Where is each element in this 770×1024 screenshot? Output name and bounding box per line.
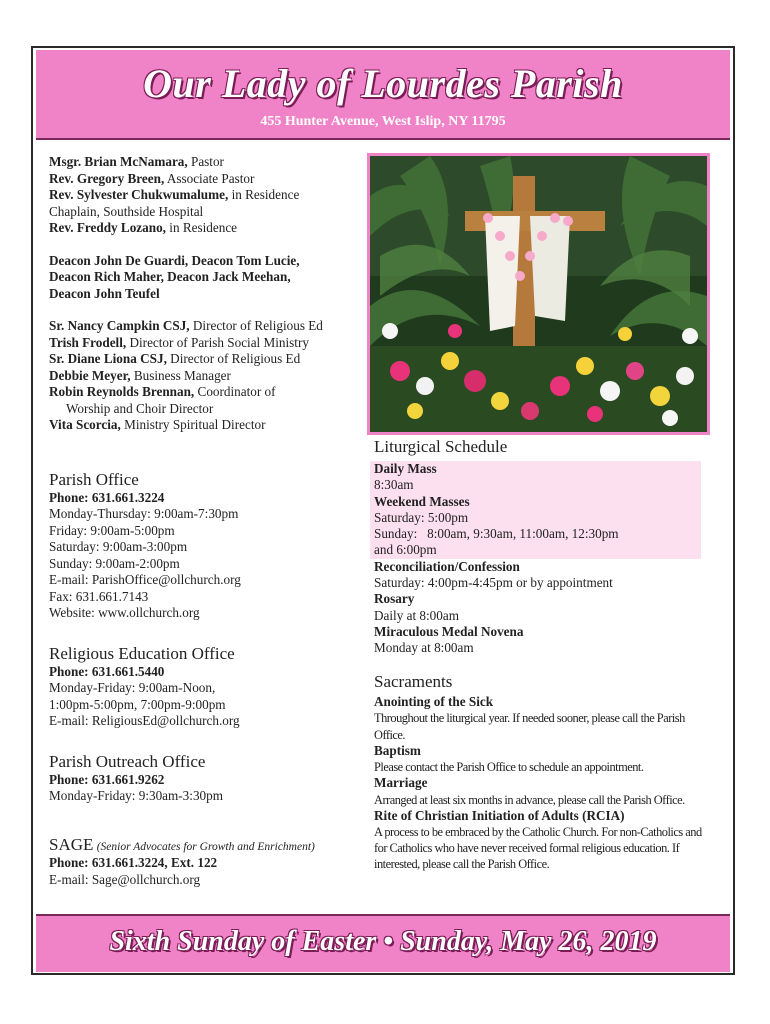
parish-office-phone: Phone: 631.661.3224 [49,489,165,505]
clergy-line: Chaplain, Southside Hospital [49,203,204,219]
sage-email: E-mail: Sage@ollchurch.org [49,871,201,887]
religious-ed-line: 1:00pm-5:00pm, 7:00pm-9:00pm [49,696,226,712]
religious-ed-email: E-mail: ReligiousEd@ollchurch.org [49,713,240,728]
staff-line: Vita Scorcia, Ministry Spiritual Director [49,417,266,432]
religious-ed-line: Monday-Friday: 9:00am-Noon, [49,680,216,695]
sacrament-heading: Baptism [374,742,421,758]
parish-office-section [49,470,369,622]
footer-banner [36,914,730,972]
religious-ed-title: Religious Education Office [49,643,235,663]
sage-heading [49,834,369,856]
deacon-line: Deacon John De Guardi, Deacon Tom Lucie, [49,252,300,268]
sage-subtitle: (Senior Advocates for Growth and Enrichment) [96,840,315,853]
sacrament-heading: Marriage [374,775,428,791]
liturgical-title: Liturgical Schedule [374,437,508,456]
clergy-line: Rev. Freddy Lozano, in Residence [49,220,238,235]
staff-line: Worship and Choir Director [66,400,214,416]
parish-title: Our Lady of Lourdes Parish [143,61,623,106]
outreach-line: Monday-Friday: 9:30am-3:30pm [49,788,223,803]
mass-times-box [370,461,701,559]
liturgical-schedule [374,437,714,657]
sacrament-heading: Rite of Christian Initiation of Adults (RCIA) [374,807,625,823]
novena-time: Monday at 8:00am [374,640,474,656]
daily-mass-heading: Daily Mass [374,461,437,476]
staff-line: Robin Reynolds Brennan, Coordinator of [49,384,276,399]
parish-office-email: E-mail: ParishOffice@ollchurch.org [49,572,241,587]
rosary-time: Daily at 8:00am [374,607,459,623]
weekend-mass-line: Sunday: 8:00am, 9:30am, 11:00am, 12:30pm [374,526,619,542]
clergy-line: Rev. Sylvester Chukwumalume, in Residence [49,187,300,202]
deacon-list [49,253,369,303]
sage-phone: Phone: 631.661.3224, Ext. 122 [49,855,218,870]
parish-office-line: Friday: 9:00am-5:00pm [49,522,175,538]
rosary-heading: Rosary [374,591,415,607]
clergy-line: Rev. Gregory Breen, Associate Pastor [49,170,255,186]
religious-ed-phone: Phone: 631.661.5440 [49,663,165,679]
sacrament-text: A process to be embraced by the Catholic Church. For non-Catholics and for Catholics who have never received formal religious education. If interested, please call the Parish Office. [374,825,702,872]
staff-list [49,318,369,434]
outreach-section [49,752,369,805]
outreach-phone: Phone: 631.661.9262 [49,771,165,787]
staff-line: Sr. Diane Liona CSJ, Director of Religious Ed [49,351,301,366]
daily-mass-time: 8:30am [374,477,414,493]
sage-section [49,834,369,889]
sage-title: SAGE [49,834,94,854]
sacrament-heading: Anointing of the Sick [374,694,494,709]
staff-line: Sr. Nancy Campkin CSJ, Director of Religious Ed [49,318,323,333]
reconciliation-heading: Reconciliation/Confession [374,558,520,574]
weekend-mass-line: and 6:00pm [374,542,437,558]
sacraments-title: Sacraments [374,672,453,691]
weekend-mass-line: Saturday: 5:00pm [374,509,469,525]
header-banner [36,50,730,140]
deacon-line: Deacon John Teufel [49,285,160,301]
sacraments-section [374,672,714,873]
reconciliation-time: Saturday: 4:00pm-4:45pm or by appointment [374,575,613,591]
sacrament-text: Arranged at least six months in advance, please call the Parish Office. [374,792,685,807]
deacon-line: Deacon Rich Maher, Deacon Jack Meehan, [49,269,291,284]
sacrament-text: Please contact the Parish Office to schedule an appointment. [374,760,644,774]
parish-office-line: Monday-Thursday: 9:00am-7:30pm [49,506,239,521]
left-column [49,154,369,888]
parish-address: 455 Hunter Avenue, West Islip, NY 11795 [260,114,506,129]
religious-ed-section [49,644,369,730]
outreach-title: Parish Outreach Office [49,751,206,771]
cross-with-flowers-image [367,153,710,435]
staff-line: Trish Frodell, Director of Parish Social Ministry [49,334,309,350]
sacrament-text: Throughout the liturgical year. If needed sooner, please call the Parish Office. [374,711,685,742]
novena-heading: Miraculous Medal Novena [374,623,524,639]
staff-line: Debbie Meyer, Business Manager [49,367,231,383]
clergy-line: Msgr. Brian McNamara, Pastor [49,154,224,169]
parish-office-line: Saturday: 9:00am-3:00pm [49,539,188,554]
parish-office-fax: Fax: 631.661.7143 [49,588,149,604]
weekend-mass-heading: Weekend Masses [374,493,470,509]
footer-date-title: Sixth Sunday of Easter • Sunday, May 26, 2019 [109,926,657,957]
parish-office-title: Parish Office [49,469,139,489]
clergy-list [49,154,369,237]
parish-office-website: Website: www.ollchurch.org [49,605,200,620]
parish-office-line: Sunday: 9:00am-2:00pm [49,555,180,571]
